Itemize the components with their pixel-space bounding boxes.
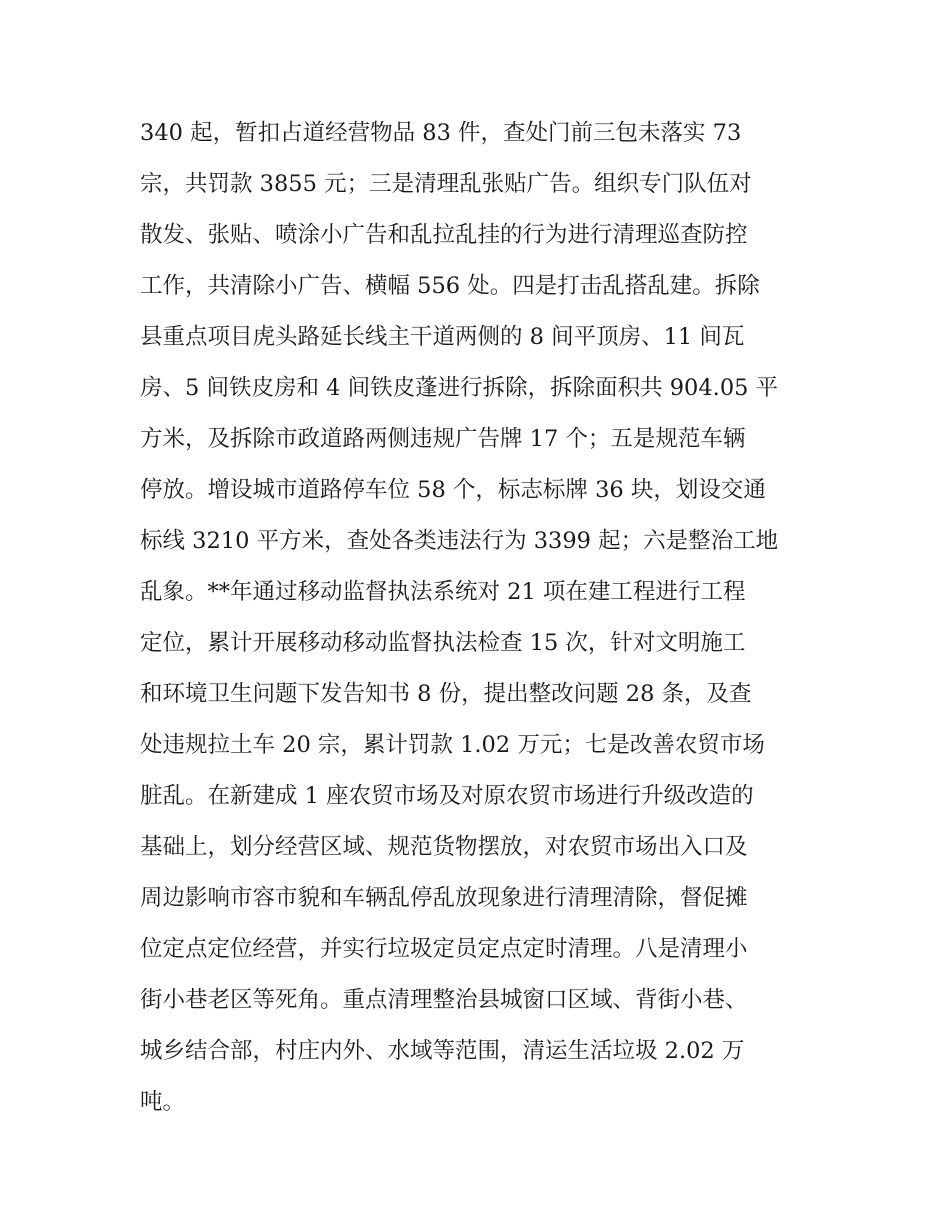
text-line: 停放。增设城市道路停车位 58 个，标志标牌 36 块，划设交通: [140, 477, 766, 503]
text-line: 脏乱。在新建成 1 座农贸市场及对原农贸市场进行升级改造的: [140, 783, 754, 809]
text-line: 散发、张贴、喷涂小广告和乱拉乱挂的行为进行清理巡查防控: [140, 222, 748, 248]
text-line: 城乡结合部，村庄内外、水域等范围，清运生活垃圾 2.02 万: [140, 1038, 745, 1064]
text-line: 吨。: [140, 1089, 186, 1115]
text-line: 工作，共清除小广告、横幅 556 处。四是打击乱搭乱建。拆除: [140, 273, 760, 299]
text-line: 处违规拉土车 20 宗，累计罚款 1.02 万元；七是改善农贸市场: [140, 732, 765, 758]
text-line: 宗，共罚款 3855 元；三是清理乱张贴广告。组织专门队伍对: [140, 171, 752, 197]
text-line: 周边影响市容市貌和车辆乱停乱放现象进行清理清除，督促摊: [140, 885, 748, 911]
text-line: 乱象。**年通过移动监督执法系统对 21 项在建工程进行工程: [140, 579, 746, 605]
text-line: 位定点定位经营，并实行垃圾定员定点定时清理。八是清理小: [140, 936, 748, 962]
body-paragraph: [140, 108, 820, 1128]
text-line: 和环境卫生问题下发告知书 8 份，提出整改问题 28 条，及查: [140, 681, 752, 707]
text-line: 街小巷老区等死角。重点清理整治县城窗口区域、背街小巷、: [140, 987, 748, 1013]
text-line: 县重点项目虎头路延长线主干道两侧的 8 间平顶房、11 间瓦: [140, 324, 745, 350]
text-line: 定位，累计开展移动移动监督执法检查 15 次，针对文明施工: [140, 630, 746, 656]
text-line: 340 起，暂扣占道经营物品 83 件，查处门前三包未落实 73: [140, 120, 742, 146]
text-line: 房、5 间铁皮房和 4 间铁皮蓬进行拆除，拆除面积共 904.05 平: [140, 375, 779, 401]
text-line: 基础上，划分经营区域、规范货物摆放，对农贸市场出入口及: [140, 834, 748, 860]
text-line: 方米，及拆除市政道路两侧违规广告牌 17 个；五是规范车辆: [140, 426, 746, 452]
text-line: 标线 3210 平方米，查处各类违法行为 3399 起；六是整治工地: [140, 528, 779, 554]
